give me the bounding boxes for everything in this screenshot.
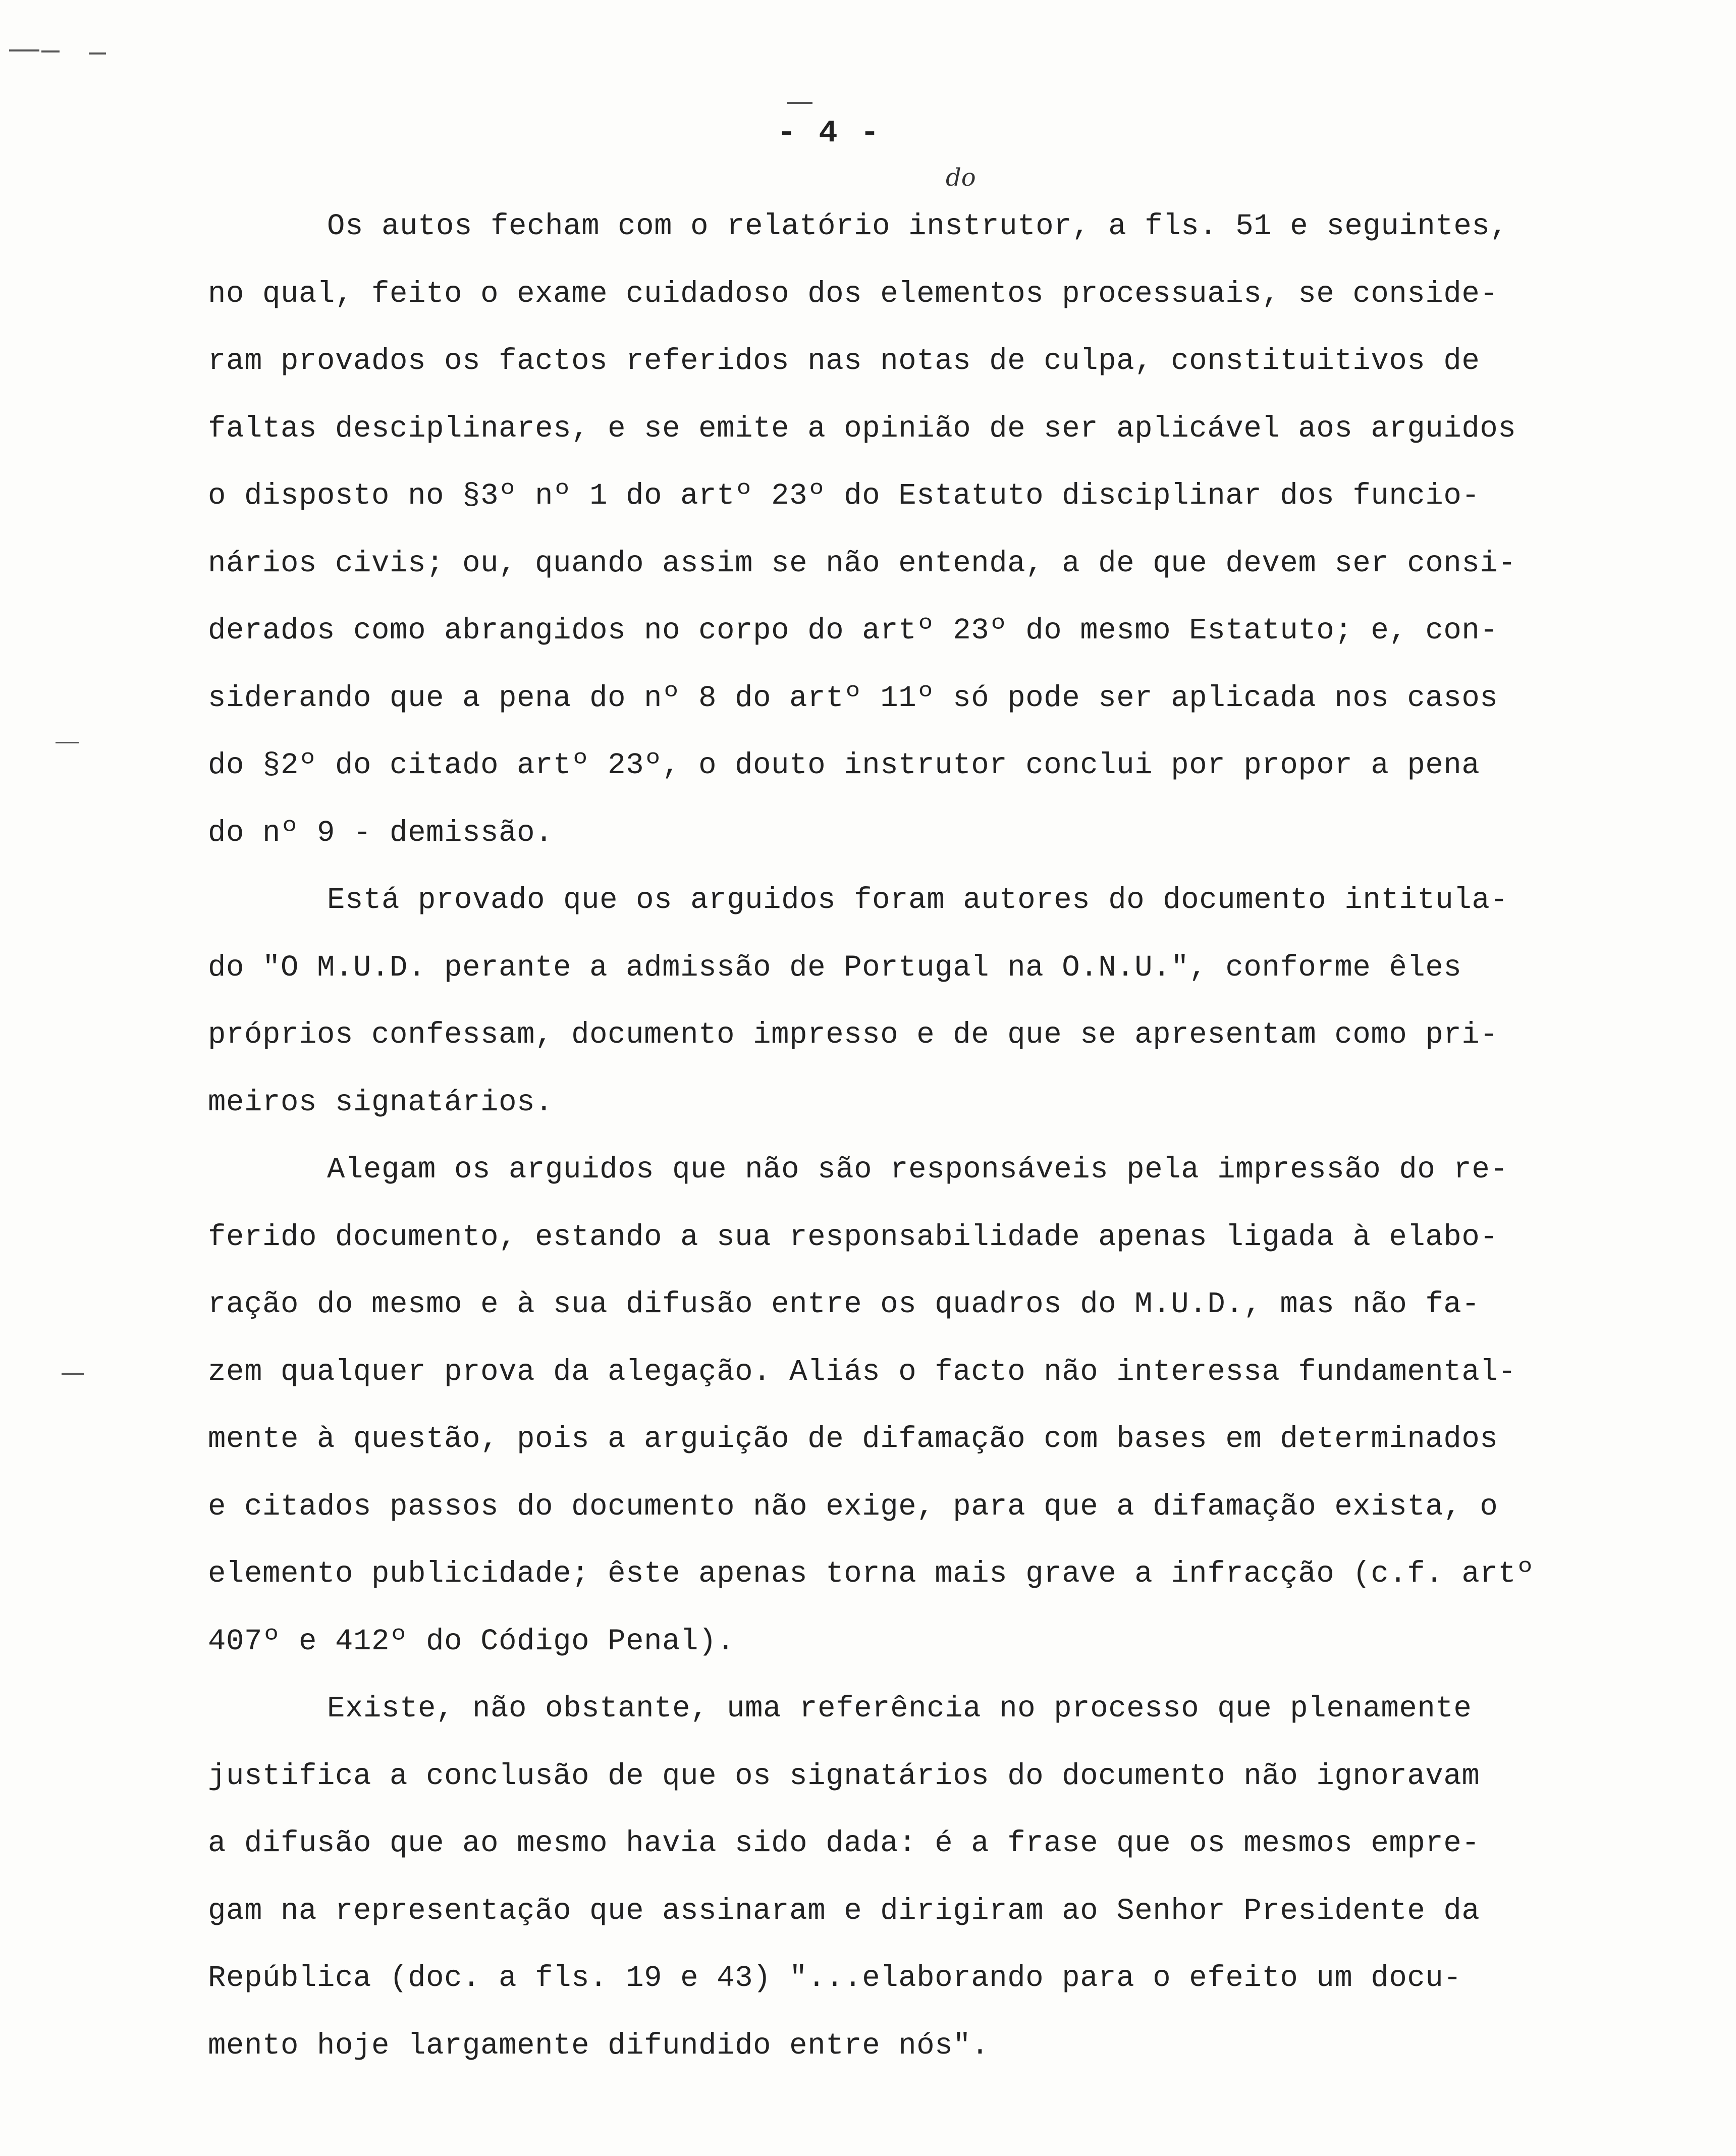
text-line: ram provados os factos referidos nas notas de culpa, constituitivos de bbox=[208, 344, 1480, 378]
scan-mark bbox=[41, 50, 60, 52]
text-line: o disposto no §3º nº 1 do artº 23º do Estatuto disciplinar dos funcio- bbox=[208, 479, 1480, 513]
body-text bbox=[208, 193, 1681, 2079]
text-line: Está provado que os arguidos foram autores do documento intitula- bbox=[327, 883, 1508, 917]
scan-mark bbox=[9, 49, 39, 51]
text-line: 407º e 412º do Código Penal). bbox=[208, 1624, 735, 1658]
text-line: meiros signatários. bbox=[208, 1085, 554, 1119]
text-line: República (doc. a fls. 19 e 43) "...elaborando para o efeito um docu- bbox=[208, 1961, 1462, 1995]
text-line: próprios confessam, documento impresso e de que se apresentam como pri- bbox=[208, 1018, 1498, 1052]
scan-mark bbox=[89, 52, 106, 55]
text-line: siderando que a pena do nº 8 do artº 11º só pode ser aplicada nos casos bbox=[208, 681, 1498, 715]
text-line: nários civis; ou, quando assim se não entenda, a de que devem ser consi- bbox=[208, 546, 1516, 580]
text-line: no qual, feito o exame cuidadoso dos elementos processuais, se conside- bbox=[208, 277, 1498, 311]
paragraph-1 bbox=[208, 193, 1681, 867]
text-line: zem qualquer prova da alegação. Aliás o facto não interessa fundamental- bbox=[208, 1355, 1516, 1389]
text-line: ração do mesmo e à sua difusão entre os quadros do M.U.D., mas não fa- bbox=[208, 1287, 1480, 1321]
paragraph-3 bbox=[208, 1136, 1681, 1675]
text-line: elemento publicidade; êste apenas torna mais grave a infracção (c.f. artº bbox=[208, 1557, 1535, 1591]
page-number: - 4 - bbox=[777, 115, 882, 151]
handwritten-insertion: do bbox=[946, 164, 976, 192]
text-line: Alegam os arguidos que não são responsáveis pela impressão do re- bbox=[327, 1153, 1508, 1187]
text-line: justifica a conclusão de que os signatários do documento não ignoravam bbox=[208, 1759, 1480, 1793]
paragraph-4 bbox=[208, 1675, 1681, 2079]
text-line: a difusão que ao mesmo havia sido dada: é a frase que os mesmos empre- bbox=[208, 1826, 1480, 1860]
text-line: Existe, não obstante, uma referência no processo que plenamente bbox=[327, 1692, 1472, 1726]
scan-mark bbox=[62, 1373, 84, 1375]
text-line: derados como abrangidos no corpo do artº 23º do mesmo Estatuto; e, con- bbox=[208, 614, 1498, 648]
text-line: do nº 9 - demissão. bbox=[208, 816, 554, 850]
text-line: do "O M.U.D. perante a admissão de Portugal na O.N.U.", conforme êles bbox=[208, 950, 1462, 985]
text-line: ferido documento, estando a sua responsabilidade apenas ligada à elabo- bbox=[208, 1220, 1498, 1254]
text-line: mento hoje largamente difundido entre nós". bbox=[208, 2028, 990, 2063]
text-line: mente à questão, pois a arguição de difamação com bases em determinados bbox=[208, 1422, 1498, 1456]
paragraph-2 bbox=[208, 867, 1681, 1136]
text-line: gam na representação que assinaram e dirigiram ao Senhor Presidente da bbox=[208, 1894, 1480, 1928]
text-line: Os autos fecham com o relatório instrutor, a fls. 51 e seguintes, bbox=[327, 209, 1508, 243]
header-dash bbox=[787, 102, 812, 104]
scan-mark bbox=[56, 742, 79, 743]
text-line: faltas desciplinares, e se emite a opinião de ser aplicável aos arguidos bbox=[208, 411, 1516, 446]
text-line: e citados passos do documento não exige, para que a difamação exista, o bbox=[208, 1489, 1498, 1524]
text-line: do §2º do citado artº 23º, o douto instrutor conclui por propor a pena bbox=[208, 748, 1480, 782]
